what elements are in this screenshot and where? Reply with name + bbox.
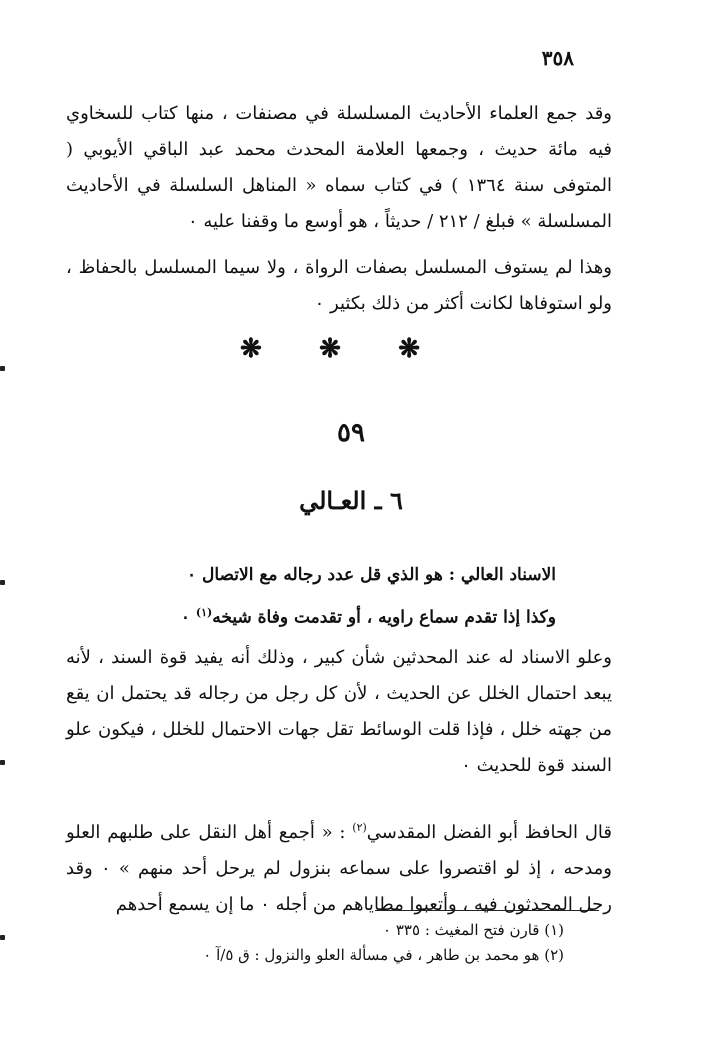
separator-star: ❋: [319, 334, 341, 364]
margin-mark: [0, 366, 5, 371]
paragraph-maqdisi-quote: [66, 810, 612, 923]
footnote: (١) قارن فتح المغيث : ٣٣٥ ٠: [383, 921, 564, 939]
margin-mark: [0, 935, 5, 940]
margin-mark: [0, 760, 5, 765]
footnote-ref: (١): [195, 606, 213, 619]
paragraph-isnad-importance: وعلو الاسناد له عند المحدثين شأن كبير ، وذلك أنه يفيد قوة السند ، لأنه يبعد احتمال الخلل عن الحديث ، لأن كل رجل من رجاله قد يحتمل ان يقع من جهته خلل ، فإذا قلت الوسائط تقل جهات الاحتمال للخلل ، فيكون علو السند قوة للحديث ٠: [66, 647, 612, 776]
definition-line: [56, 598, 556, 633]
definition-end: ٠: [180, 607, 196, 628]
margin-mark: [0, 580, 5, 585]
footnote: (٢) هو محمد بن طاهر ، في مسألة العلو والنزول : ق ٥/آ ٠: [203, 946, 564, 964]
paragraph-musalsal-scope: وهذا لم يستوف المسلسل بصفات الرواة ، ولا سيما المسلسل بالحفاظ ، ولو استوفاها لكانت أكثر من ذلك بكثير ٠: [66, 257, 612, 314]
definition-text: وكذا إذا تقدم سماع راويه ، أو تقدمت وفاة شيخه: [212, 607, 556, 628]
chapter-title: ٦ ـ العـالي: [299, 486, 403, 515]
paragraph-musalsal-collections: وقد جمع العلماء الأحاديث المسلسلة في مصنفات ، منها كتاب للسخاوي فيه مائة حديث ، وجمعها العلامة المحدث محمد عبد الباقي الأيوبي ( المتوفى سنة ١٣٦٤ ) في كتاب سماه « المناهل السلسلة في الأحاديث المسلسلة » فبلغ / ٢١٢ / حديثاً ، هو أوسع ما وقفنا عليه ٠: [66, 103, 612, 232]
separator-star: ❋: [240, 334, 262, 364]
section-number: ٥٩: [337, 418, 365, 448]
footnotes: [84, 918, 564, 968]
section-separator: [240, 334, 420, 364]
quote-text: : « أجمع أهل النقل على طلبهم العلو ومدحه ، إذ لو اقتصروا على سماعه بنزول لم يرحل أحد منهم » ٠ وقد رحل المحدثون فيه ، وأتعبوا مطاياهم من أجله ٠ ما إن يسمع أحدهم: [66, 822, 612, 915]
footnote-divider: [375, 910, 599, 911]
footnote-ref: (٢): [352, 821, 367, 834]
quote-intro: قال الحافظ أبو الفضل المقدسي: [366, 822, 612, 843]
page-number: ٣٥٨: [541, 46, 574, 70]
separator-star: ❋: [398, 334, 420, 364]
definition-line: الاسناد العالي : هو الذي قل عدد رجاله مع الاتصال ٠: [186, 565, 556, 585]
